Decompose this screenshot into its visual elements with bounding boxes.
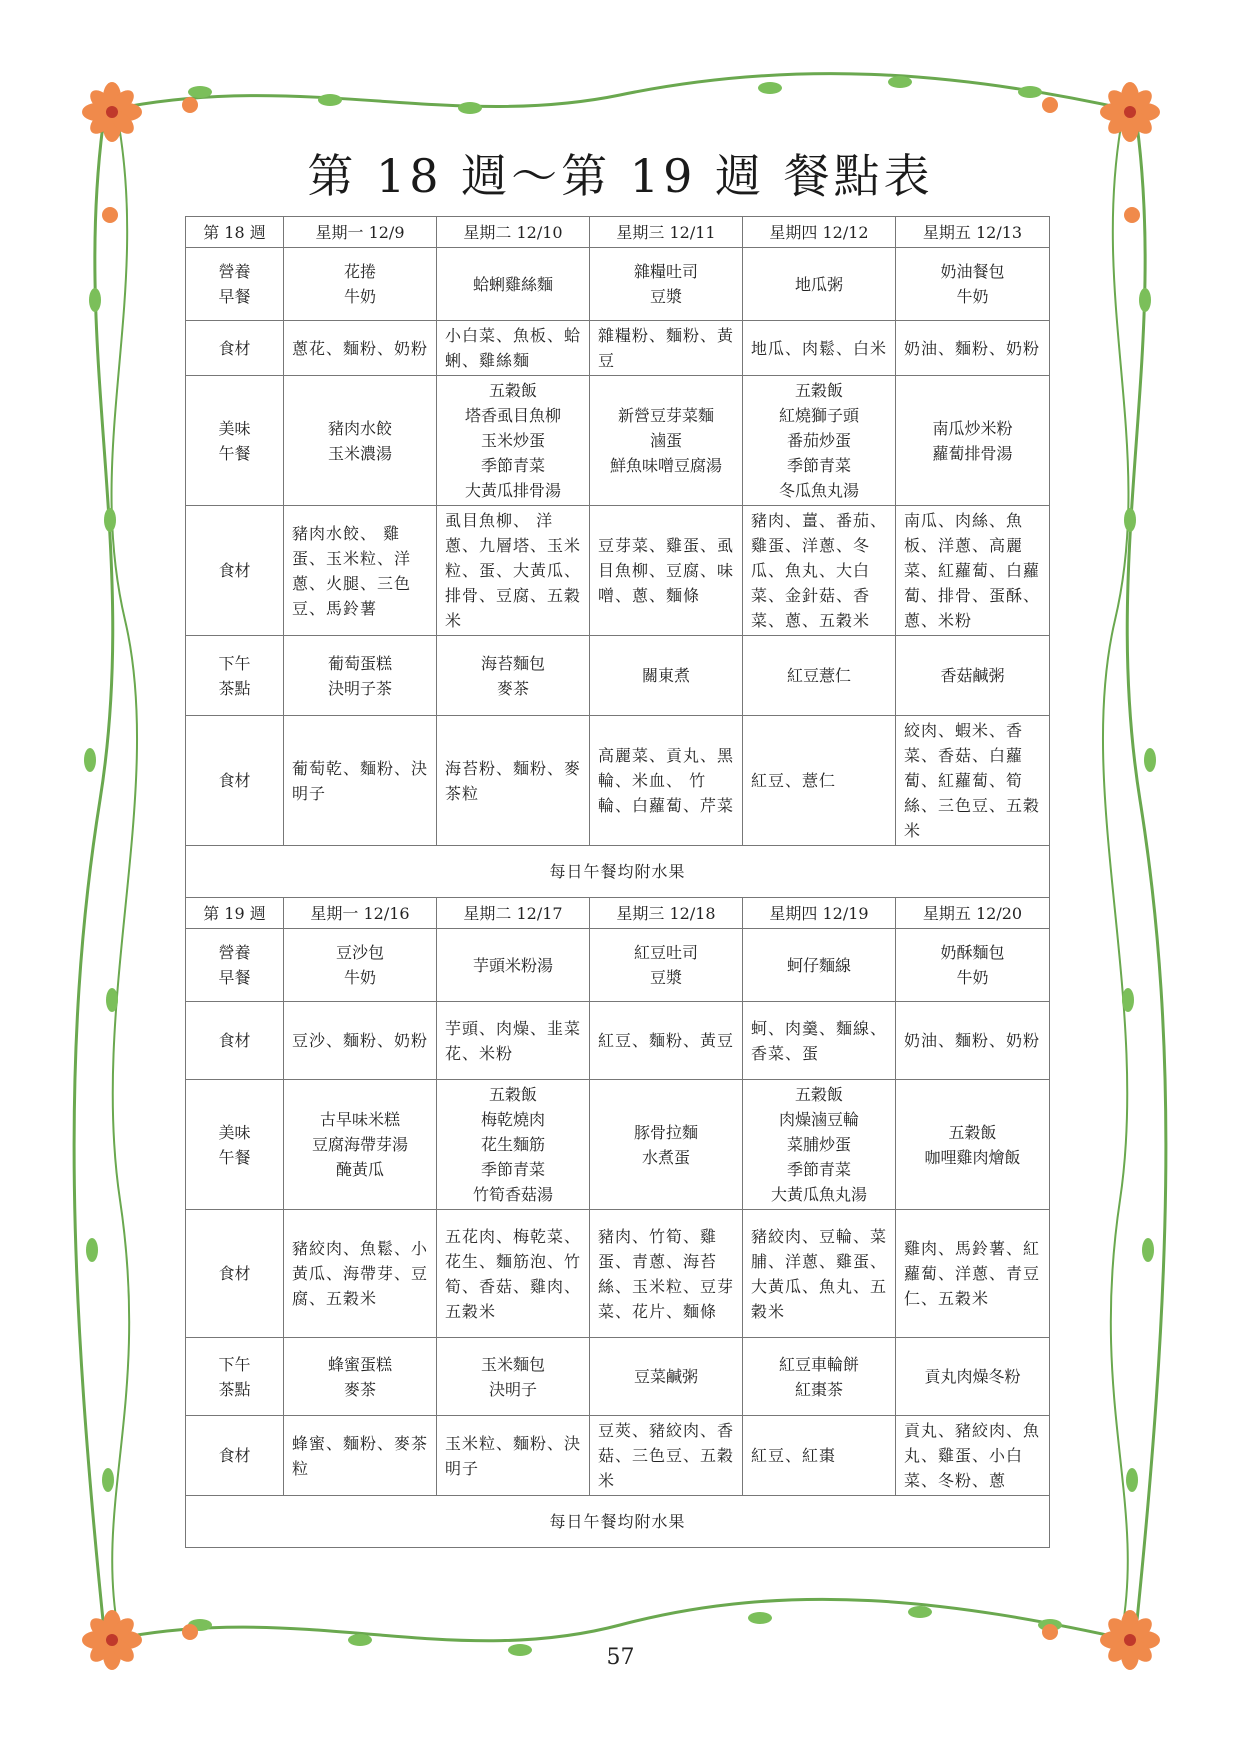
meal-cell: 蜂蜜蛋糕 麥茶	[284, 1338, 437, 1416]
ingredient-cell: 蜂蜜、麵粉、麥茶粒	[284, 1416, 437, 1496]
ingredient-cell: 蚵、肉羹、麵線、香菜、蛋	[743, 1002, 896, 1080]
meal-cell: 蚵仔麵線	[743, 929, 896, 1002]
row-label: 食材	[186, 1002, 284, 1080]
meal-cell: 五穀飯 紅燒獅子頭 番茄炒蛋 季節青菜 冬瓜魚丸湯	[743, 376, 896, 506]
ingredient-cell: 豬肉水餃、 雞蛋、玉米粒、洋蔥、火腿、三色豆、馬鈴薯	[284, 506, 437, 636]
ingredients-row	[186, 1210, 1050, 1338]
day-header: 星期三 12/18	[590, 898, 743, 929]
day-header: 星期二 12/10	[437, 217, 590, 248]
meal-cell: 豬肉水餃 玉米濃湯	[284, 376, 437, 506]
meal-cell: 豆菜鹹粥	[590, 1338, 743, 1416]
meal-cell: 花捲 牛奶	[284, 248, 437, 321]
meal-row	[186, 636, 1050, 716]
meal-cell: 奶酥麵包 牛奶	[896, 929, 1050, 1002]
meal-row	[186, 376, 1050, 506]
ingredient-cell: 奶油、麵粉、奶粉	[896, 1002, 1050, 1080]
meal-cell: 奶油餐包 牛奶	[896, 248, 1050, 321]
ingredient-cell: 南瓜、肉絲、魚板、洋蔥、高麗菜、紅蘿蔔、白蘿蔔、排骨、蛋酥、蔥、米粉	[896, 506, 1050, 636]
meal-cell: 葡萄蛋糕 決明子茶	[284, 636, 437, 716]
meal-row	[186, 1080, 1050, 1210]
day-header: 星期五 12/13	[896, 217, 1050, 248]
ingredients-row	[186, 321, 1050, 376]
ingredient-cell: 豬絞肉、魚鬆、小黃瓜、海帶芽、豆腐、五穀米	[284, 1210, 437, 1338]
fruit-note-row	[186, 1496, 1050, 1548]
ingredient-cell: 貢丸、豬絞肉、魚丸、雞蛋、小白菜、冬粉、蔥	[896, 1416, 1050, 1496]
fruit-note-row	[186, 846, 1050, 898]
ingredient-cell: 紅豆、麵粉、黃豆	[590, 1002, 743, 1080]
meal-cell: 豆沙包 牛奶	[284, 929, 437, 1002]
ingredients-row	[186, 1002, 1050, 1080]
row-label: 食材	[186, 321, 284, 376]
row-label: 食材	[186, 1210, 284, 1338]
row-label: 營養 早餐	[186, 248, 284, 321]
week-header-row	[186, 898, 1050, 929]
meal-cell: 新營豆芽菜麵 滷蛋 鮮魚味噌豆腐湯	[590, 376, 743, 506]
fruit-note: 每日午餐均附水果	[186, 846, 1050, 898]
ingredient-cell: 地瓜、肉鬆、白米	[743, 321, 896, 376]
meal-cell: 地瓜粥	[743, 248, 896, 321]
row-label: 下午 茶點	[186, 636, 284, 716]
row-label: 下午 茶點	[186, 1338, 284, 1416]
fruit-note: 每日午餐均附水果	[186, 1496, 1050, 1548]
ingredient-cell: 雜糧粉、麵粉、黃豆	[590, 321, 743, 376]
day-header: 星期五 12/20	[896, 898, 1050, 929]
meal-cell: 五穀飯 肉燥滷豆輪 菜脯炒蛋 季節青菜 大黃瓜魚丸湯	[743, 1080, 896, 1210]
meal-cell: 紅豆吐司 豆漿	[590, 929, 743, 1002]
meal-cell: 貢丸肉燥冬粉	[896, 1338, 1050, 1416]
ingredient-cell: 五花肉、梅乾菜、花生、麵筋泡、竹筍、香菇、雞肉、五穀米	[437, 1210, 590, 1338]
ingredient-cell: 豆芽菜、雞蛋、虱目魚柳、豆腐、味噌、蔥、麵條	[590, 506, 743, 636]
meal-cell: 海苔麵包 麥茶	[437, 636, 590, 716]
day-header: 星期一 12/9	[284, 217, 437, 248]
week-label: 第 18 週	[186, 217, 284, 248]
ingredient-cell: 高麗菜、貢丸、黑輪、米血、 竹輪、白蘿蔔、芹菜	[590, 716, 743, 846]
meal-cell: 豚骨拉麵 水煮蛋	[590, 1080, 743, 1210]
ingredient-cell: 豆沙、麵粉、奶粉	[284, 1002, 437, 1080]
meal-cell: 古早味米糕 豆腐海帶芽湯 醃黃瓜	[284, 1080, 437, 1210]
ingredient-cell: 雞肉、馬鈴薯、紅蘿蔔、洋蔥、青豆仁、五穀米	[896, 1210, 1050, 1338]
meal-cell: 關東煮	[590, 636, 743, 716]
row-label: 營養 早餐	[186, 929, 284, 1002]
meal-cell: 芋頭米粉湯	[437, 929, 590, 1002]
ingredient-cell: 紅豆、薏仁	[743, 716, 896, 846]
page-title: 第 18 週～第 19 週 餐點表	[307, 149, 934, 203]
week-label: 第 19 週	[186, 898, 284, 929]
meal-cell: 紅豆薏仁	[743, 636, 896, 716]
ingredient-cell: 玉米粒、麵粉、決明子	[437, 1416, 590, 1496]
meal-cell: 五穀飯 梅乾燒肉 花生麵筋 季節青菜 竹筍香菇湯	[437, 1080, 590, 1210]
row-label: 食材	[186, 1416, 284, 1496]
ingredients-row	[186, 1416, 1050, 1496]
meal-row	[186, 929, 1050, 1002]
ingredients-row	[186, 716, 1050, 846]
ingredient-cell: 海苔粉、麵粉、麥茶粒	[437, 716, 590, 846]
ingredient-cell: 豬絞肉、豆輪、菜脯、洋蔥、雞蛋、大黃瓜、魚丸、五穀米	[743, 1210, 896, 1338]
meal-cell: 蛤蜊雞絲麵	[437, 248, 590, 321]
meal-cell: 南瓜炒米粉 蘿蔔排骨湯	[896, 376, 1050, 506]
row-label: 美味 午餐	[186, 376, 284, 506]
meal-cell: 玉米麵包 決明子	[437, 1338, 590, 1416]
meal-row	[186, 1338, 1050, 1416]
ingredient-cell: 豬肉、竹筍、雞蛋、青蔥、海苔絲、玉米粒、豆芽菜、花片、麵條	[590, 1210, 743, 1338]
ingredient-cell: 絞肉、蝦米、香菜、香菇、白蘿蔔、紅蘿蔔、筍絲、三色豆、五穀米	[896, 716, 1050, 846]
meal-cell: 紅豆車輪餅 紅棗茶	[743, 1338, 896, 1416]
meal-cell: 香菇鹹粥	[896, 636, 1050, 716]
row-label: 食材	[186, 716, 284, 846]
ingredient-cell: 豆莢、豬絞肉、香菇、三色豆、五穀米	[590, 1416, 743, 1496]
ingredient-cell: 芋頭、肉燥、韭菜花、米粉	[437, 1002, 590, 1080]
meal-schedule-table	[185, 216, 1050, 1548]
row-label: 美味 午餐	[186, 1080, 284, 1210]
day-header: 星期一 12/16	[284, 898, 437, 929]
meal-cell: 五穀飯 塔香虱目魚柳 玉米炒蛋 季節青菜 大黃瓜排骨湯	[437, 376, 590, 506]
ingredient-cell: 葡萄乾、麵粉、決明子	[284, 716, 437, 846]
ingredient-cell: 豬肉、薑、番茄、雞蛋、洋蔥、冬瓜、魚丸、大白菜、金針菇、香菜、蔥、五穀米	[743, 506, 896, 636]
meal-row	[186, 248, 1050, 321]
row-label: 食材	[186, 506, 284, 636]
meal-cell: 雜糧吐司 豆漿	[590, 248, 743, 321]
ingredient-cell: 紅豆、紅棗	[743, 1416, 896, 1496]
ingredients-row	[186, 506, 1050, 636]
meal-cell: 五穀飯 咖哩雞肉燴飯	[896, 1080, 1050, 1210]
day-header: 星期四 12/12	[743, 217, 896, 248]
ingredient-cell: 虱目魚柳、 洋蔥、九層塔、玉米粒、蛋、大黃瓜、排骨、豆腐、五穀米	[437, 506, 590, 636]
ingredient-cell: 奶油、麵粉、奶粉	[896, 321, 1050, 376]
day-header: 星期三 12/11	[590, 217, 743, 248]
day-header: 星期二 12/17	[437, 898, 590, 929]
ingredient-cell: 小白菜、魚板、蛤蜊、雞絲麵	[437, 321, 590, 376]
ingredient-cell: 蔥花、麵粉、奶粉	[284, 321, 437, 376]
week-header-row	[186, 217, 1050, 248]
page-number: 57	[606, 1645, 635, 1670]
day-header: 星期四 12/19	[743, 898, 896, 929]
